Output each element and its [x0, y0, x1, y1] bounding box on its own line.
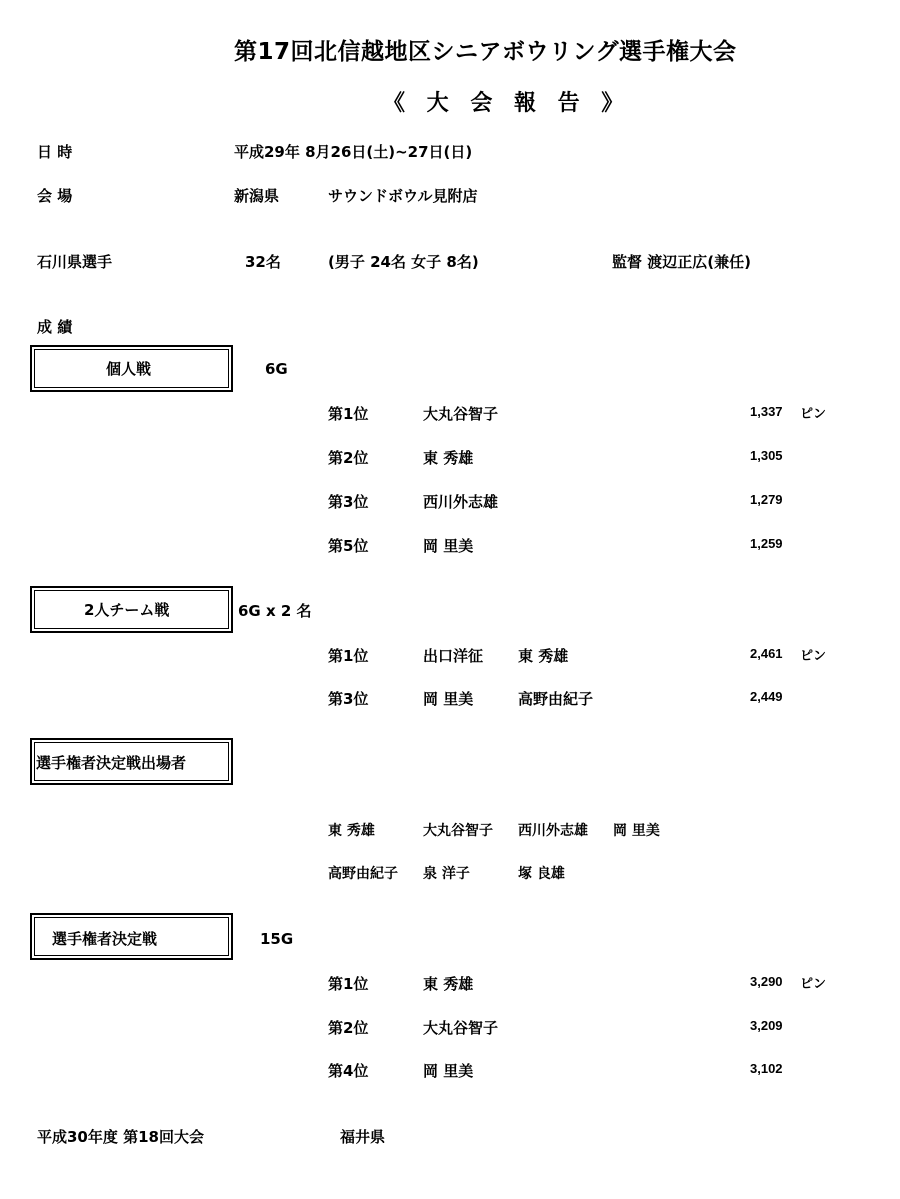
team-section-box	[30, 586, 233, 633]
championship-name: 岡 里美	[423, 1062, 474, 1080]
individual-score: 1,305	[750, 448, 783, 463]
manager: 監督 渡辺正広(兼任)	[612, 253, 751, 271]
date-label: 日 時	[37, 143, 73, 161]
individual-rank: 第3位	[328, 493, 369, 511]
championship-section-label: 選手権者決定戦	[52, 930, 158, 948]
qualifier-name: 西川外志雄	[518, 823, 588, 839]
team-member: 高野由紀子	[518, 690, 594, 708]
qualifiers-section-label: 選手権者決定戦出場者	[36, 754, 187, 772]
results-label: 成 績	[37, 318, 73, 336]
championship-rank: 第1位	[328, 975, 369, 993]
page-title: 第17回北信越地区シニアボウリング選手権大会	[234, 39, 737, 65]
individual-rank: 第2位	[328, 449, 369, 467]
qualifier-name: 東 秀雄	[328, 823, 375, 839]
championship-score: 3,209	[750, 1018, 783, 1033]
qualifier-name: 高野由紀子	[328, 866, 398, 882]
score-unit: ピン	[800, 407, 827, 422]
score-unit: ピン	[800, 977, 827, 992]
championship-score: 3,290	[750, 974, 783, 989]
venue-label: 会 場	[37, 187, 73, 205]
qualifier-name: 泉 洋子	[423, 866, 470, 882]
team-score: 2,449	[750, 689, 783, 704]
team-member: 東 秀雄	[518, 647, 569, 665]
team-games: 6G x 2 名	[238, 602, 312, 620]
qualifier-name: 大丸谷智子	[423, 823, 493, 839]
championship-rank: 第4位	[328, 1062, 369, 1080]
championship-rank: 第2位	[328, 1019, 369, 1037]
individual-name: 岡 里美	[423, 537, 474, 555]
team-rank: 第3位	[328, 690, 369, 708]
players-label: 石川県選手	[37, 253, 113, 271]
qualifiers-section-box	[30, 738, 233, 785]
venue-prefecture: 新潟県	[234, 187, 280, 205]
date-value: 平成29年 8月26日(土)~27日(日)	[234, 143, 473, 161]
championship-score: 3,102	[750, 1061, 783, 1076]
individual-score: 1,259	[750, 536, 783, 551]
players-breakdown: (男子 24名 女子 8名)	[328, 253, 479, 271]
individual-rank: 第1位	[328, 405, 369, 423]
team-score: 2,461	[750, 646, 783, 661]
individual-score: 1,337	[750, 404, 783, 419]
championship-name: 東 秀雄	[423, 975, 474, 993]
players-count: 32名	[245, 253, 281, 271]
individual-rank: 第5位	[328, 537, 369, 555]
individual-name: 西川外志雄	[423, 493, 499, 511]
individual-section-box	[30, 345, 233, 392]
championship-games: 15G	[260, 930, 294, 948]
championship-section-box	[30, 913, 233, 960]
individual-games: 6G	[265, 360, 288, 378]
individual-score: 1,279	[750, 492, 783, 507]
next-event: 平成30年度 第18回大会	[37, 1128, 204, 1146]
team-section-label: 2人チーム戦	[84, 601, 170, 619]
team-rank: 第1位	[328, 647, 369, 665]
team-member: 岡 里美	[423, 690, 474, 708]
individual-name: 東 秀雄	[423, 449, 474, 467]
page-subtitle: 《 大 会 報 告 》	[383, 91, 631, 116]
score-unit: ピン	[800, 649, 827, 664]
next-event-prefecture: 福井県	[340, 1128, 386, 1146]
venue-name: サウンドボウル見附店	[328, 187, 478, 205]
individual-section-label: 個人戦	[106, 360, 152, 378]
individual-name: 大丸谷智子	[423, 405, 499, 423]
qualifier-name: 塚 良雄	[518, 866, 565, 882]
championship-name: 大丸谷智子	[423, 1019, 499, 1037]
team-member: 出口洋征	[423, 647, 484, 665]
qualifier-name: 岡 里美	[613, 823, 660, 839]
